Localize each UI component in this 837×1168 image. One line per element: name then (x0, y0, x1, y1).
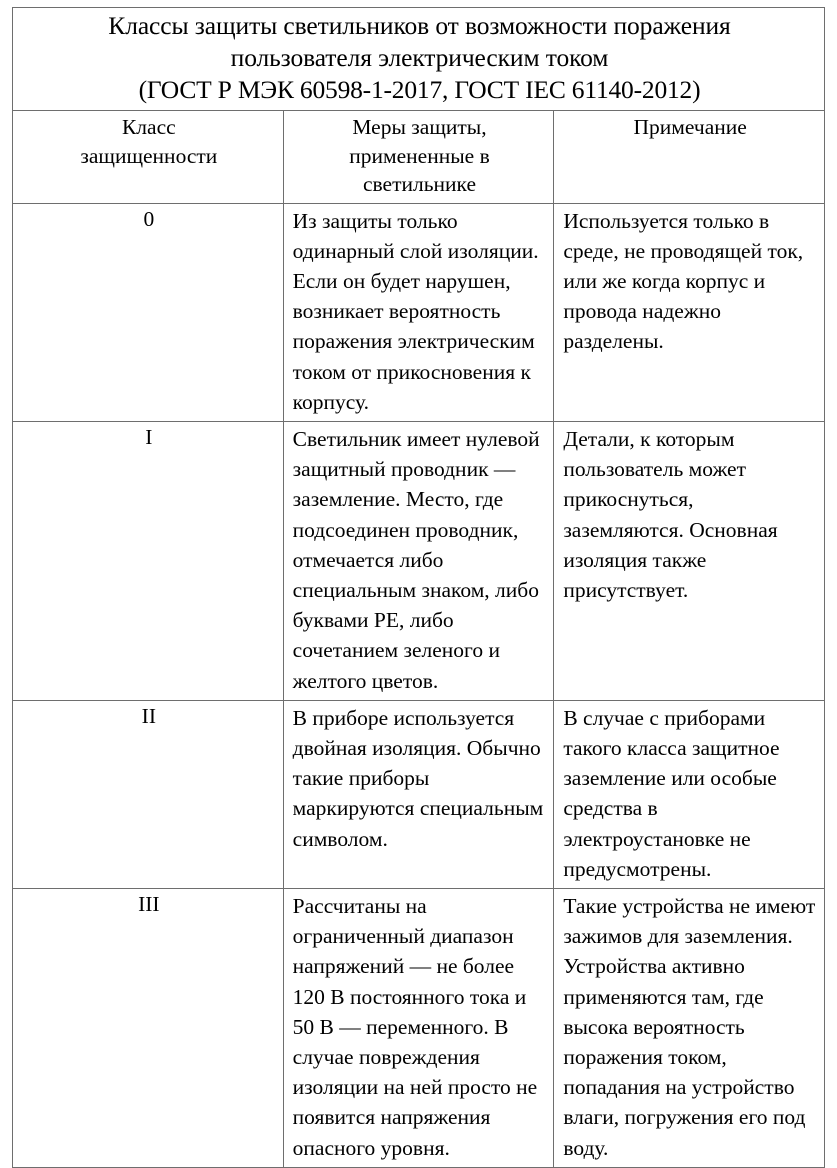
table-row (13, 888, 825, 1167)
table-row (13, 203, 825, 421)
cell-note-text: В случае с приборами такого класса защитное заземление или особые средства в электроустановке не предусмотрены. (554, 700, 825, 888)
column-header-note-line-1: Примечание (633, 115, 747, 140)
cell-class-value: III (13, 888, 284, 1167)
column-header-class-line-2: защищенности (80, 143, 218, 168)
table-row (13, 421, 825, 700)
table-container (12, 7, 825, 1168)
cell-note-text: Такие устройства не имеют зажимов для заземления. Устройства активно применяются там, где высока вероятность поражения током, попадания на устройство влаги, погружения его под воду. (554, 888, 825, 1167)
title-line-3: (ГОСТ Р МЭК 60598-1-2017, ГОСТ IEC 61140-2012) (138, 75, 701, 105)
table-row (13, 700, 825, 888)
column-header-measures (283, 111, 554, 203)
cell-measures-text: В приборе используется двойная изоляция. Обычно такие приборы маркируются специальным символом. (283, 700, 554, 888)
column-header-note (554, 111, 825, 203)
cell-class-value: 0 (13, 203, 284, 421)
cell-class-value: I (13, 421, 284, 700)
column-header-class-line-1: Класс (121, 115, 176, 140)
column-header-class (13, 111, 284, 203)
table-title (13, 8, 825, 111)
title-line-2: пользователя электрическим током (230, 43, 609, 73)
column-header-measures-line-1: Меры защиты, примененные в (349, 115, 490, 168)
protection-classes-table (12, 7, 825, 1168)
cell-measures-text: Рассчитаны на ограниченный диапазон напряжений — не более 120 В постоянного тока и 50 В — переменного. В случае повреждения изоляции на ней просто не появится напряжения опасного уровня. (283, 888, 554, 1167)
cell-class-value: II (13, 700, 284, 888)
column-header-measures-line-2: светильнике (362, 172, 476, 197)
cell-measures-text: Светильник имеет нулевой защитный проводник — заземление. Место, где подсоединен проводник, отмечается либо специальным знаком, либо буквами РЕ, либо сочетанием зеленого и желтого цветов. (283, 421, 554, 700)
cell-measures-text: Из защиты только одинарный слой изоляции. Если он будет нарушен, возникает вероятность поражения электрическим током от прикосновения к корпусу. (283, 203, 554, 421)
cell-note-text: Детали, к которым пользователь может прикоснуться, заземляются. Основная изоляция также присутствует. (554, 421, 825, 700)
table-header-row (13, 111, 825, 203)
title-line-1: Классы защиты светильников от возможности поражения (108, 11, 731, 40)
table-title-row (13, 8, 825, 111)
cell-note-text: Используется только в среде, не проводящей ток, или же когда корпус и провода надежно разделены. (554, 203, 825, 421)
